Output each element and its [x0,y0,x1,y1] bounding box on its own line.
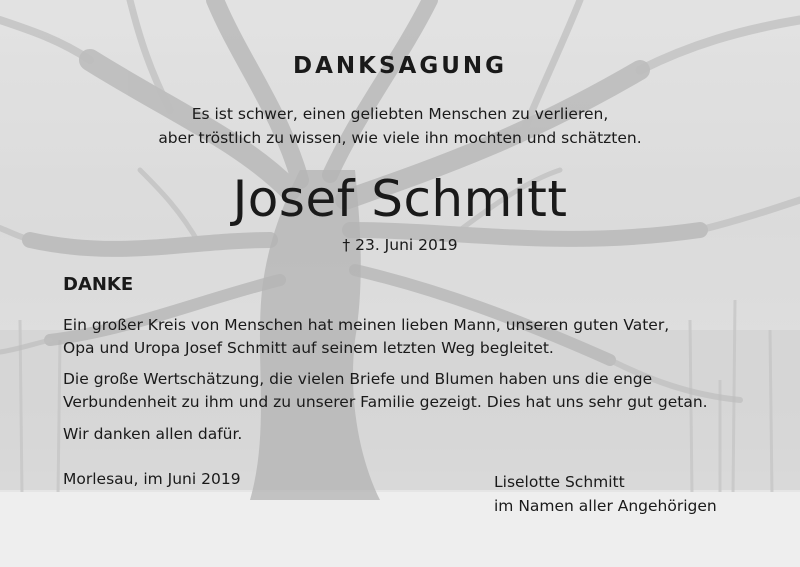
thanks-subheading: DANKE [63,274,134,295]
notice-heading: DANKSAGUNG [292,53,507,79]
paragraph-line: Ein großer Kreis von Menschen hat meinen lieben Mann, unseren guten Vater, [63,316,670,334]
thanks-paragraph [63,368,783,414]
paragraph-line: Die große Wertschätzung, die vielen Briefe und Blumen haben uns die enge [63,370,653,388]
death-date: † 23. Juni 2019 [342,236,458,254]
paragraph-line: Opa und Uropa Josef Schmitt auf seinem letzten Weg begleitet. [63,339,554,357]
paragraph-line: Verbundenheit zu ihm und zu unserer Familie gezeigt. Dies hat uns sehr gut getan. [63,393,708,411]
deceased-name: Josef Schmitt [232,170,568,228]
signature-block [494,470,717,518]
motto-line: Es ist schwer, einen geliebten Menschen zu verlieren, [191,105,609,123]
place-date: Morlesau, im Juni 2019 [63,470,241,488]
motto-quote [0,102,800,150]
paragraph-line: Wir danken allen dafür. [63,425,243,443]
motto-line: aber tröstlich zu wissen, wie viele ihn mochten und schätzten. [158,129,642,147]
thanks-paragraph [63,423,783,446]
thanks-paragraph [63,314,783,360]
signature-name: Liselotte Schmitt [494,473,625,491]
signature-note: im Namen aller Angehörigen [494,497,717,515]
